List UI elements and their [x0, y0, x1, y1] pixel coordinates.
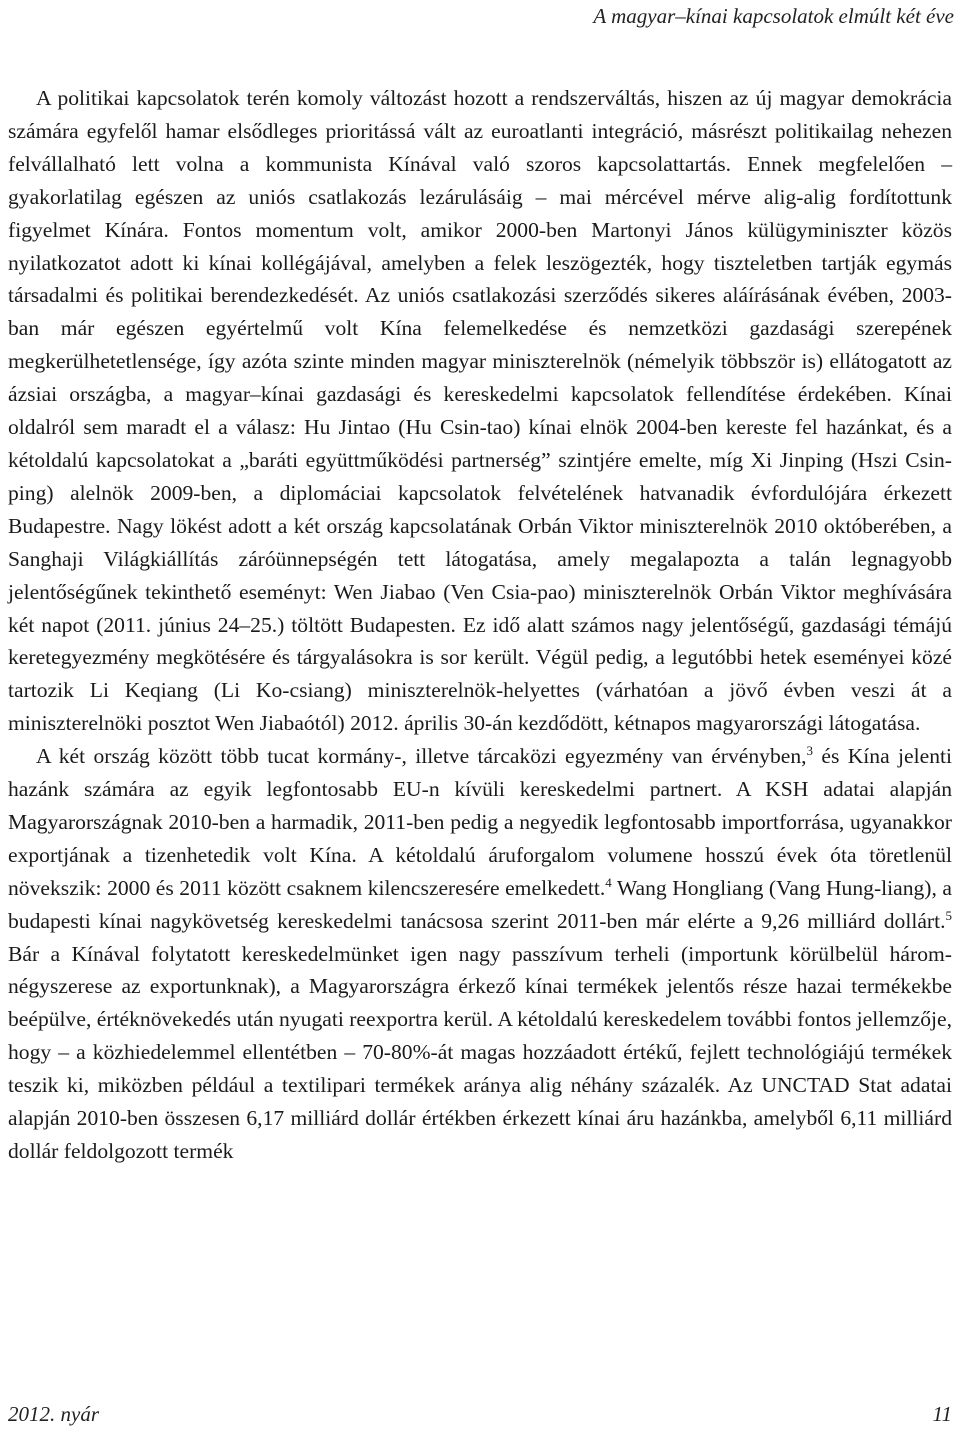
article-body [8, 82, 952, 1168]
footnote-ref-5[interactable]: 5 [945, 907, 952, 923]
footer-page-number: 11 [932, 1402, 952, 1426]
footer-issue: 2012. nyár [8, 1402, 99, 1426]
paragraph-2-part-2: és Kína jelenti hazánk számára az egyik legfontosabb EU-n kívüli kereskedelmi partnert. A KSH adatai alapján Magyarországnak 2010-ben a harmadik, 2011-ben pedig a negyedik legfontosabb importforrása, ugyanakkor exportjának a tizenhetedik volt Kína. A kétoldalú áruforgalom volumene hosszú évek óta töretlenül növekszik: 2000 és 2011 között csaknem kilencszeresére emelkedett. [8, 744, 952, 900]
paragraph-2-part-4: Bár a Kínával folytatott kereskedelmünket igen nagy passzívum terheli (importunk körülbelül három-négyszerese az exportunknak), a Magyarországra érkező kínai termékek jelentős része hazai termékekbe beépülve, értéknövekedés után nyugati reexportra kerül. A kétoldalú kereskedelem további fontos jellemzője, hogy – a közhiedelemmel ellentétben – 70-80%-át magas hozzáadott értékű, fejlett technológiájú termékek teszik ki, miközben például a textilipari termékek aránya alig néhány százalék. Az UNCTAD Stat adatai alapján 2010-ben összesen 6,17 milliárd dollár értékben érkezett kínai áru hazánkba, amelyből 6,11 milliárd dollár feldolgozott termék [8, 941, 952, 1163]
footnote-ref-3[interactable]: 3 [806, 743, 814, 759]
paragraph-2-part-1: A két ország között több tucat kormány-, illetve tárcaközi egyezmény van érvényben, [36, 744, 807, 769]
paragraph-2-part-3: Wang Hongliang (Vang Hung-liang), a budapesti kínai nagykövetség kereskedelmi tanácsosa szerint 2011-ben már elérte a 9,26 milliárd dollárt. [8, 875, 952, 933]
running-header: A magyar–kínai kapcsolatok elmúlt két éve [593, 4, 954, 28]
paragraph-1: A politikai kapcsolatok terén komoly változást hozott a rendszerváltás, hiszen az új magyar demokrácia számára egyfelől hamar elsődleges prioritássá vált az euroatlanti integráció, másrészt politikailag nehezen felvállalható lett volna a kommunista Kínával való szoros kapcsolattartás. Ennek megfelelően – gyakorlatilag egészen az uniós csatlakozás lezárulásáig – mai mércével mérve alig-alig fordítottunk figyelmet Kínára. Fontos momentum volt, amikor 2000-ben Martonyi János külügyminiszter közös nyilatkozatot adott ki kínai kollégájával, amelyben a felek leszögezték, hogy tiszteletben tartják egymás társadalmi és politikai berendezkedését. Az uniós csatlakozási szerződés sikeres aláírásának évében, 2003-ban már egészen egyértelmű volt Kína felemelkedése és nemzetközi gazdasági szerepének megkerülhetetlensége, így azóta szinte minden magyar miniszterelnök (némelyik többször is) ellátogatott az ázsiai országba, a magyar–kínai gazdasági és kereskedelmi kapcsolatok fellendítése érdekében. Kínai oldalról sem maradt el a válasz: Hu Jintao (Hu Csin-tao) kínai elnök 2004-ben kereste fel hazánkat, és a kétoldalú kapcsolatokat a „baráti együttműködési partnerség” szintjére emelte, míg Xi Jinping (Hszi Csin-ping) alelnök 2009-ben, a diplomáciai kapcsolatok felvételének hatvanadik évfordulójára érkezett Budapestre. Nagy lökést adott a két ország kapcsolatának Orbán Viktor miniszterelnök 2010 októberében, a Sanghaji Világkiállítás záróünnepségén tett látogatása, amely megalapozta a talán legnagyobb jelentőségűnek tekinthető eseményt: Wen Jiabao (Ven Csia-pao) miniszterelnök Orbán Viktor meghívására két napot (2011. június 24–25.) töltött Budapesten. Ez idő alatt számos nagy jelentőségű, gazdasági témájú keretegyezmény megkötésére és tárgyalásokra is sor került. Végül pedig, a legutóbbi hetek eseményei közé tartozik Li Keqiang (Li Ko-csiang) miniszterelnök-helyettes (várhatóan a jövő évben veszi át a miniszterelnöki posztot Wen Jiabaótól) 2012. április 30-án kezdődött, kétnapos magyarországi látogatása. [8, 86, 952, 736]
footnote-ref-4[interactable]: 4 [605, 874, 612, 890]
paragraph-2 [8, 740, 952, 1168]
